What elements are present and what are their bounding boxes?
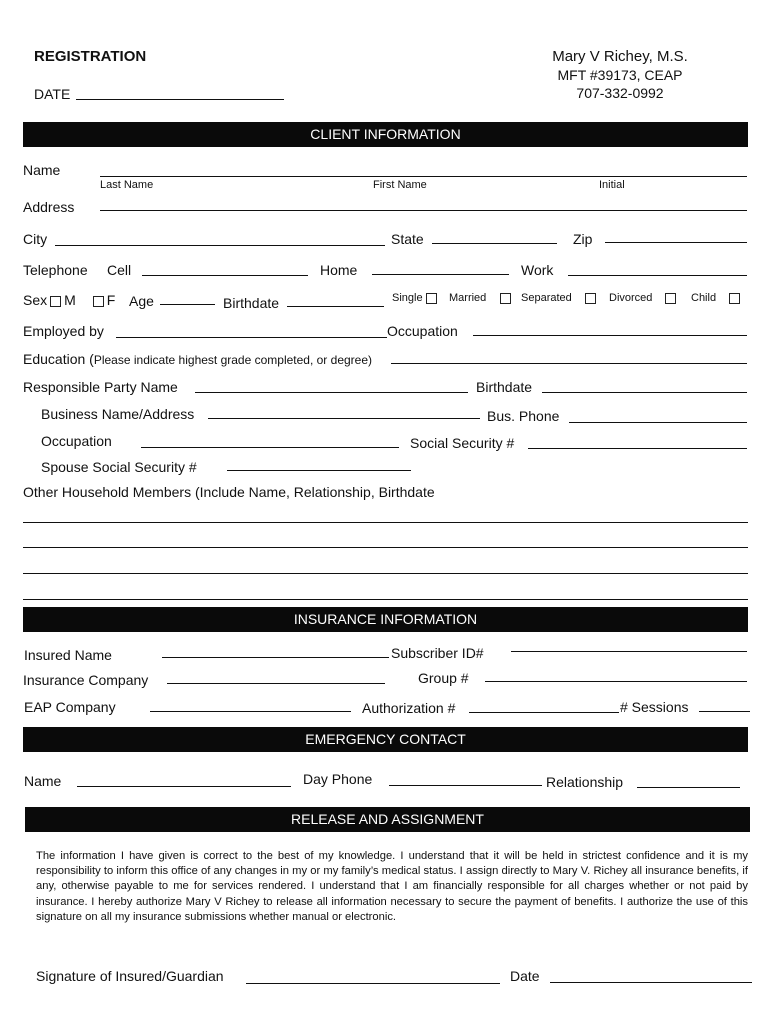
- name-label: Name: [23, 162, 61, 178]
- first-name-caption: First Name: [373, 179, 427, 191]
- work-label: Work: [521, 262, 554, 278]
- provider-name: Mary V Richey, M.S.: [552, 48, 688, 65]
- address-label: Address: [23, 199, 75, 215]
- group-label: Group #: [418, 670, 469, 686]
- responsible-party-label: Responsible Party Name: [23, 379, 178, 395]
- emergency-name-field[interactable]: [77, 786, 291, 787]
- signature-date-label: Date: [510, 968, 540, 984]
- business-field[interactable]: [208, 418, 480, 419]
- release-assignment-header: RELEASE AND ASSIGNMENT: [25, 807, 750, 832]
- eap-company-field[interactable]: [150, 711, 351, 712]
- occupation-label: Occupation: [387, 323, 458, 339]
- signature-field[interactable]: [246, 983, 500, 984]
- education-label: Education (Please indicate highest grade completed, or degree): [23, 351, 373, 367]
- day-phone-field[interactable]: [389, 785, 542, 786]
- divorced-option: Divorced: [609, 292, 679, 304]
- age-label: Age: [129, 293, 154, 309]
- single-option: Single: [392, 292, 440, 304]
- rp-birthdate-label: Birthdate: [476, 379, 533, 395]
- ssn-label: Social Security #: [410, 435, 515, 451]
- emergency-name-label: Name: [24, 773, 62, 789]
- subscriber-id-label: Subscriber ID#: [391, 645, 484, 661]
- form-title: REGISTRATION: [34, 48, 147, 65]
- sessions-field[interactable]: [699, 711, 750, 712]
- household-line-2[interactable]: [23, 547, 748, 548]
- single-checkbox[interactable]: [426, 293, 437, 304]
- sex-row: Sex M F: [23, 292, 116, 308]
- city-label: City: [23, 231, 48, 247]
- signature-date-field[interactable]: [550, 982, 752, 983]
- home-label: Home: [320, 262, 358, 278]
- household-line-1[interactable]: [23, 522, 748, 523]
- employed-by-field[interactable]: [116, 337, 387, 338]
- occupation-field[interactable]: [473, 335, 747, 336]
- provider-phone: 707-332-0992: [576, 85, 664, 101]
- insurance-information-header: INSURANCE INFORMATION: [23, 607, 748, 632]
- birthdate-field[interactable]: [287, 306, 384, 307]
- last-name-caption: Last Name: [100, 179, 154, 191]
- responsible-party-field[interactable]: [195, 392, 468, 393]
- rp-birthdate-field[interactable]: [542, 392, 747, 393]
- sessions-label: # Sessions: [620, 699, 689, 715]
- state-field[interactable]: [432, 243, 557, 244]
- child-checkbox[interactable]: [729, 293, 740, 304]
- sex-f-checkbox[interactable]: [93, 296, 104, 307]
- state-label: State: [391, 231, 424, 247]
- group-field[interactable]: [485, 681, 747, 682]
- separated-checkbox[interactable]: [585, 293, 596, 304]
- authorization-field[interactable]: [469, 712, 619, 713]
- address-field[interactable]: [100, 210, 747, 211]
- sex-m-checkbox[interactable]: [50, 296, 61, 307]
- married-checkbox[interactable]: [500, 293, 511, 304]
- signature-label: Signature of Insured/Guardian: [36, 968, 224, 984]
- insured-name-label: Insured Name: [24, 647, 112, 663]
- rp-occupation-label: Occupation: [41, 433, 112, 449]
- subscriber-id-field[interactable]: [511, 651, 747, 652]
- work-field[interactable]: [568, 275, 747, 276]
- household-line-3[interactable]: [23, 573, 748, 574]
- telephone-label: Telephone: [23, 262, 88, 278]
- insured-name-field[interactable]: [162, 657, 389, 658]
- initial-caption: Initial: [599, 179, 625, 191]
- date-label: DATE: [34, 86, 71, 102]
- authorization-label: Authorization #: [362, 700, 456, 716]
- release-text: The information I have given is correct to the best of my knowledge. I understand that it will be held in strictest confidence and it is my responsibility to inform this office of any changes in my or my family’s medical status. I assign directly to Mary V. Richey all insurance benefits, if any, otherwise payable to me for services rendered. I understand that I am financially responsible for all charges whether or not paid by insurance. I hereby authorize Mary V Richey to release all information necessary to secure the payment of benefits. I authorize the use of this signature on all my insurance submissions whether manual or electronic.: [36, 850, 748, 923]
- birthdate-label: Birthdate: [223, 295, 280, 311]
- ssn-field[interactable]: [528, 448, 747, 449]
- bus-phone-field[interactable]: [569, 422, 747, 423]
- zip-label: Zip: [573, 231, 593, 247]
- city-field[interactable]: [55, 245, 385, 246]
- insurance-company-label: Insurance Company: [23, 672, 149, 688]
- age-field[interactable]: [160, 304, 215, 305]
- home-field[interactable]: [372, 274, 509, 275]
- zip-field[interactable]: [605, 242, 747, 243]
- education-field[interactable]: [391, 363, 747, 364]
- divorced-checkbox[interactable]: [665, 293, 676, 304]
- household-label: Other Household Members (Include Name, Relationship, Birthdate: [23, 484, 435, 500]
- cell-label: Cell: [107, 262, 132, 278]
- bus-phone-label: Bus. Phone: [487, 408, 560, 424]
- relationship-label: Relationship: [546, 774, 624, 790]
- date-field[interactable]: [76, 99, 284, 100]
- provider-license: MFT #39173, CEAP: [557, 67, 683, 83]
- separated-option: Separated: [521, 292, 599, 304]
- name-field[interactable]: [100, 176, 747, 177]
- business-label: Business Name/Address: [41, 406, 195, 422]
- emergency-contact-header: EMERGENCY CONTACT: [23, 727, 748, 752]
- rp-occupation-field[interactable]: [141, 447, 399, 448]
- household-line-4[interactable]: [23, 599, 748, 600]
- day-phone-label: Day Phone: [303, 771, 373, 787]
- client-information-header: CLIENT INFORMATION: [23, 122, 748, 147]
- insurance-company-field[interactable]: [167, 683, 385, 684]
- child-option: Child: [691, 292, 743, 304]
- employed-by-label: Employed by: [23, 323, 104, 339]
- married-option: Married: [449, 292, 514, 304]
- eap-company-label: EAP Company: [24, 699, 116, 715]
- spouse-ssn-field[interactable]: [227, 470, 411, 471]
- spouse-ssn-label: Spouse Social Security #: [41, 459, 197, 475]
- cell-field[interactable]: [142, 275, 308, 276]
- relationship-field[interactable]: [637, 787, 740, 788]
